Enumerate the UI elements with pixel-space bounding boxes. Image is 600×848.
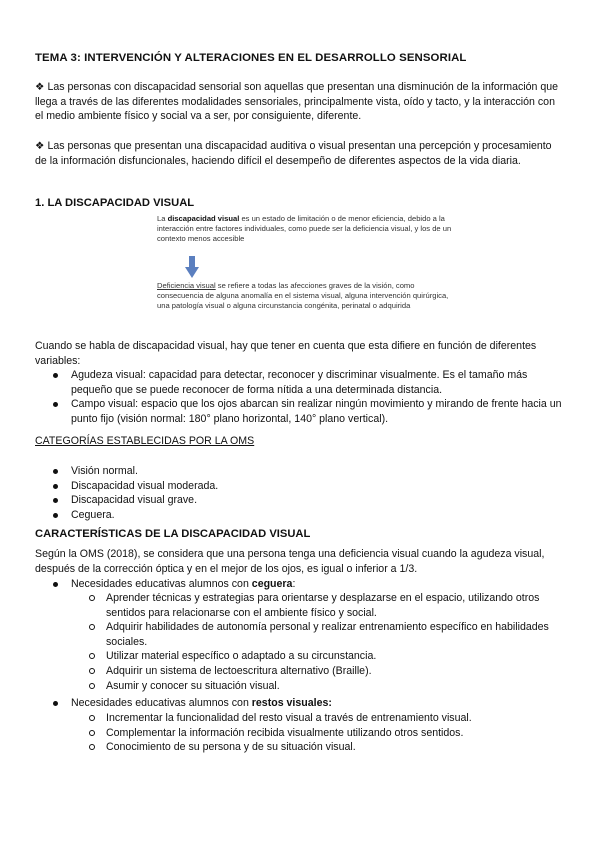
list-item: Adquirir habilidades de autonomía personal y realizar entrenamiento específico en habilidades sociales.	[106, 620, 563, 649]
intro-paragraph-1: ❖ Las personas con discapacidad sensorial son aquellas que presentan una disminución de la información que llega a través de las diferentes modalidades sensoriales, principalmente vista, oído y tacto, y la interacción con el medio ambiente físico y social va a ser, por consiguiente, diferente.	[35, 81, 559, 123]
bullet-icon	[53, 373, 58, 378]
bullet-icon	[53, 469, 58, 474]
section-heading-caracteristicas: CARACTERÍSTICAS DE LA DISCAPACIDAD VISUAL	[35, 528, 311, 540]
list-item: Aprender técnicas y estrategias para orientarse y desplazarse en el espacio, utilizando otros sentidos para relacionarse con el ambiente físico y social.	[106, 591, 563, 620]
needs-list-restos-visuales	[106, 711, 563, 755]
caracteristicas-paragraph: Según la OMS (2018), se considera que una persona tenga una deficiencia visual cuando la agudeza visual, después de la corrección óptica y en el mejor de los ojos, es igual o inferior a 1/3.	[35, 548, 545, 575]
circle-bullet-icon	[89, 744, 95, 750]
list-item: Visión normal.	[71, 464, 563, 479]
definition-figure	[157, 214, 457, 330]
diamond-bullet-icon: ❖	[35, 81, 45, 93]
list-item: Utilizar material específico o adaptado a su circunstancia.	[106, 649, 563, 664]
bullet-icon	[53, 484, 58, 489]
figure-definition-discapacidad: La discapacidad visual es un estado de limitación o de menor eficiencia, debido a la interacción entre factores individuales, como puede ser la deficiencia visual, y los de un contexto menos accesible	[157, 214, 452, 244]
variables-list	[71, 368, 563, 426]
oms-categories-heading: CATEGORÍAS ESTABLECIDAS POR LA OMS	[35, 435, 255, 447]
list-item: Asumir y conocer su situación visual.	[106, 679, 563, 694]
bullet-icon	[53, 582, 58, 587]
list-item: Necesidades educativas alumnos con ceguera:	[71, 577, 563, 592]
circle-bullet-icon	[89, 668, 95, 674]
list-item: Necesidades educativas alumnos con restos visuales:	[71, 696, 563, 711]
section-heading-discapacidad-visual: 1. LA DISCAPACIDAD VISUAL	[35, 197, 195, 209]
list-item: Campo visual: espacio que los ojos abarcan sin realizar ningún movimiento y mirando de frente hacia un punto fijo (visión normal: 180° plano horizontal, 140° plano vertical).	[71, 397, 563, 426]
list-item: Complementar la información recibida visualmente utilizando otros sentidos.	[106, 726, 563, 741]
variables-paragraph: Cuando se habla de discapacidad visual, hay que tener en cuenta que esta difiere en función de diferentes variables:	[35, 340, 537, 367]
bullet-icon	[53, 402, 58, 407]
needs-list-ceguera	[106, 591, 563, 693]
bullet-icon	[53, 498, 58, 503]
diamond-bullet-icon: ❖	[35, 140, 45, 152]
circle-bullet-icon	[89, 624, 95, 630]
list-item: Incrementar la funcionalidad del resto visual a través de entrenamiento visual.	[106, 711, 563, 726]
down-arrow-icon	[185, 256, 199, 278]
circle-bullet-icon	[89, 730, 95, 736]
circle-bullet-icon	[89, 683, 95, 689]
oms-categories-list	[71, 464, 563, 522]
figure-definition-deficiencia: Deficiencia visual se refiere a todas las afecciones graves de la visión, como consecuencia de alguna anomalía en el sistema visual, alguna intervención quirúrgica, una patología visual o alguna circunstancia congénita, perinatal o adquirida	[157, 281, 449, 311]
bullet-icon	[53, 701, 58, 706]
list-item: Adquirir un sistema de lectoescritura alternativo (Braille).	[106, 664, 563, 679]
circle-bullet-icon	[89, 653, 95, 659]
circle-bullet-icon	[89, 715, 95, 721]
needs-group-restos-visuales	[71, 696, 563, 711]
circle-bullet-icon	[89, 595, 95, 601]
needs-group-ceguera	[71, 577, 563, 592]
list-item: Ceguera.	[71, 508, 563, 523]
page-title: TEMA 3: INTERVENCIÓN Y ALTERACIONES EN EL DESARROLLO SENSORIAL	[35, 52, 467, 64]
intro-paragraph-2: ❖ Las personas que presentan una discapacidad auditiva o visual presentan una percepción y procesamiento de la información disfuncionales, haciendo difícil el desempeño de diferentes aspectos de la vida diaria.	[35, 140, 552, 167]
list-item: Discapacidad visual grave.	[71, 493, 563, 508]
list-item: Discapacidad visual moderada.	[71, 479, 563, 494]
list-item: Conocimiento de su persona y de su situación visual.	[106, 740, 563, 755]
list-item: Agudeza visual: capacidad para detectar, reconocer y discriminar visualmente. Es el tamaño más pequeño que se puede reconocer de forma nítida a una determinada distancia.	[71, 368, 563, 397]
bullet-icon	[53, 513, 58, 518]
